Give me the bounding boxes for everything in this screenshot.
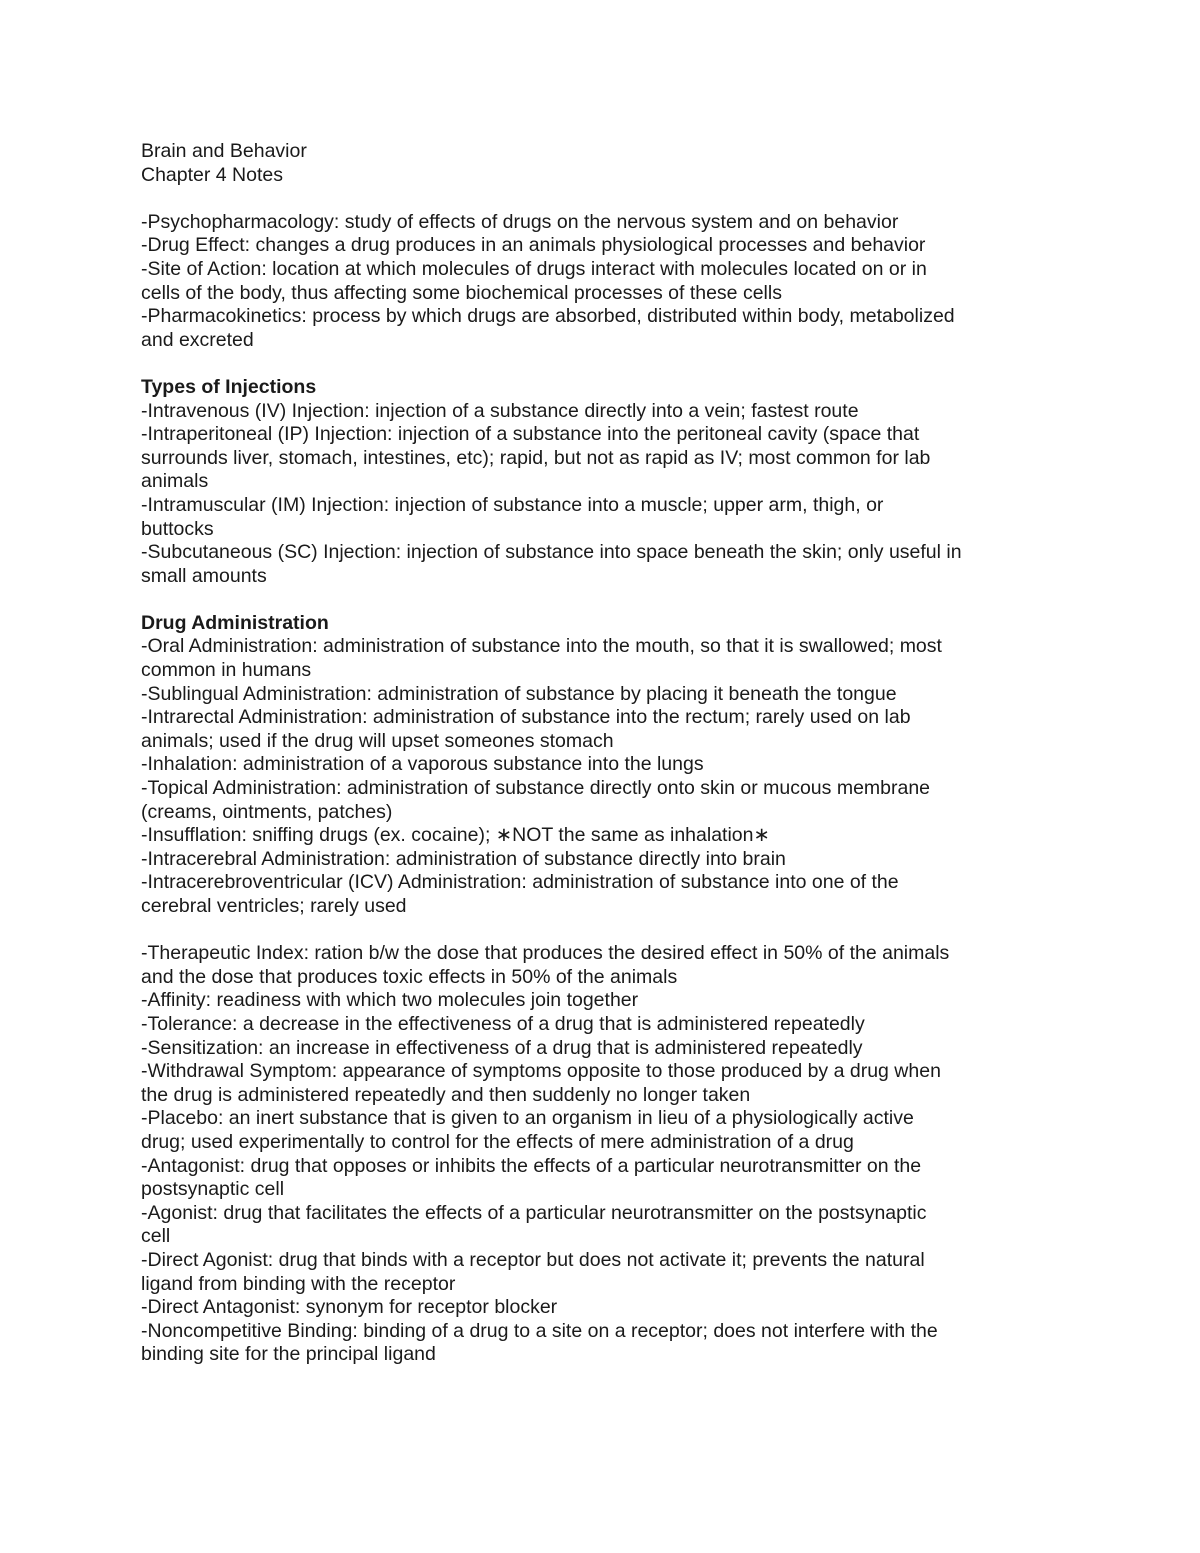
- spacer: [141, 588, 1066, 612]
- definition-line: and excreted: [141, 328, 254, 351]
- administration-section: [141, 612, 1066, 919]
- definition-entry: [141, 1107, 1066, 1154]
- term-definitions: [141, 942, 1066, 1367]
- definition-line: -Placebo: an inert substance that is given to an organism in lieu of a physiologically active: [141, 1107, 914, 1130]
- definition-entry: [141, 1202, 1066, 1249]
- definition-line: -Sublingual Administration: administration of substance by placing it beneath the tongue: [141, 682, 897, 705]
- section-heading-injections: Types of Injections: [141, 375, 317, 398]
- definition-entry: [141, 942, 1066, 989]
- definition-entry: [141, 777, 1066, 824]
- definition-entry: [141, 824, 1066, 848]
- definition-line: -Intracerebroventricular (ICV) Administration: administration of substance into one of the: [141, 871, 899, 894]
- definition-line: common in humans: [141, 659, 312, 682]
- definition-line: cells of the body, thus affecting some biochemical processes of these cells: [141, 281, 782, 304]
- definition-entry: [141, 989, 1066, 1013]
- definition-entry: [141, 753, 1066, 777]
- definition-entry: [141, 1320, 1066, 1367]
- definition-line: and the dose that produces toxic effects in 50% of the animals: [141, 965, 678, 988]
- definition-entry: [141, 635, 1066, 682]
- definition-entry: [141, 1013, 1066, 1037]
- definition-line: -Insufflation: sniffing drugs (ex. cocaine); ∗NOT the same as inhalation∗: [141, 824, 770, 847]
- definition-line: animals; used if the drug will upset someones stomach: [141, 729, 614, 752]
- definition-entry: [141, 305, 1066, 352]
- definition-line: -Site of Action: location at which molecules of drugs interact with molecules located on or in: [141, 257, 927, 280]
- definition-line: -Inhalation: administration of a vaporous substance into the lungs: [141, 753, 704, 776]
- definition-entry: [141, 1249, 1066, 1296]
- definition-line: the drug is administered repeatedly and then suddenly no longer taken: [141, 1083, 751, 1106]
- definition-line: -Intramuscular (IM) Injection: injection of substance into a muscle; upper arm, thigh, or: [141, 493, 884, 516]
- definition-line: buttocks: [141, 517, 214, 540]
- definition-entry: [141, 234, 1066, 258]
- definition-line: -Therapeutic Index: ration b/w the dose that produces the desired effect in 50% of the animals: [141, 942, 950, 965]
- definition-entry: [141, 1296, 1066, 1320]
- definition-entry: [141, 258, 1066, 305]
- injections-section: [141, 376, 1066, 588]
- definition-line: small amounts: [141, 564, 267, 587]
- definition-line: -Intracerebral Administration: administration of substance directly into brain: [141, 847, 786, 870]
- definition-line: -Psychopharmacology: study of effects of drugs on the nervous system and on behavior: [141, 210, 899, 233]
- injection-definitions: [141, 400, 1066, 589]
- definition-entry: [141, 541, 1066, 588]
- definition-entry: [141, 211, 1066, 235]
- definition-line: -Oral Administration: administration of substance into the mouth, so that it is swallowed; most: [141, 635, 942, 658]
- definition-entry: [141, 423, 1066, 494]
- definition-entry: [141, 494, 1066, 541]
- definition-line: drug; used experimentally to control for the effects of mere administration of a drug: [141, 1130, 854, 1153]
- definition-line: -Subcutaneous (SC) Injection: injection of substance into space beneath the skin; only useful in: [141, 541, 962, 564]
- definition-line: -Intrarectal Administration: administration of substance into the rectum; rarely used on lab: [141, 706, 911, 729]
- definition-line: (creams, ointments, patches): [141, 800, 393, 823]
- definition-line: cerebral ventricles; rarely used: [141, 895, 407, 917]
- definition-line: -Direct Antagonist: synonym for receptor blocker: [141, 1296, 558, 1319]
- spacer: [141, 352, 1066, 376]
- definition-line: animals: [141, 470, 209, 493]
- definition-entry: [141, 871, 1066, 918]
- definition-line: -Withdrawal Symptom: appearance of symptoms opposite to those produced by a drug when: [141, 1060, 941, 1083]
- definition-line: -Sensitization: an increase in effectiveness of a drug that is administered repeatedly: [141, 1036, 863, 1059]
- definition-entry: [141, 706, 1066, 753]
- definition-entry: [141, 1155, 1066, 1202]
- spacer: [141, 187, 1066, 211]
- chapter-title: Chapter 4 Notes: [141, 163, 283, 186]
- definition-line: -Pharmacokinetics: process by which drugs are absorbed, distributed within body, metabolized: [141, 305, 955, 328]
- definition-line: -Agonist: drug that facilitates the effects of a particular neurotransmitter on the postsynaptic: [141, 1201, 927, 1224]
- definition-line: -Intraperitoneal (IP) Injection: injection of a substance into the peritoneal cavity (space that: [141, 423, 920, 446]
- definition-entry: [141, 400, 1066, 424]
- definition-line: -Tolerance: a decrease in the effectiveness of a drug that is administered repeatedly: [141, 1012, 865, 1035]
- spacer: [141, 919, 1066, 943]
- definition-line: -Affinity: readiness with which two molecules join together: [141, 989, 639, 1012]
- definition-line: -Antagonist: drug that opposes or inhibits the effects of a particular neurotransmitter on the: [141, 1154, 922, 1177]
- definition-entry: [141, 1060, 1066, 1107]
- definition-line: ligand from binding with the receptor: [141, 1272, 456, 1295]
- definition-line: binding site for the principal ligand: [141, 1343, 436, 1366]
- definition-line: postsynaptic cell: [141, 1178, 285, 1201]
- section-heading-administration: Drug Administration: [141, 611, 329, 634]
- definition-line: -Topical Administration: administration of substance directly onto skin or mucous membrane: [141, 777, 931, 800]
- definition-line: -Intravenous (IV) Injection: injection of a substance directly into a vein; fastest route: [141, 399, 859, 422]
- definition-line: surrounds liver, stomach, intestines, etc); rapid, but not as rapid as IV; most common for lab: [141, 446, 931, 469]
- definition-line: -Noncompetitive Binding: binding of a drug to a site on a receptor; does not interfere with the: [141, 1319, 938, 1342]
- document-page: [141, 140, 1066, 1367]
- definition-line: -Drug Effect: changes a drug produces in an animals physiological processes and behavior: [141, 234, 926, 257]
- definition-line: -Direct Agonist: drug that binds with a receptor but does not activate it; prevents the natural: [141, 1248, 925, 1271]
- intro-definitions: [141, 211, 1066, 353]
- document-header: [141, 140, 1066, 187]
- definition-entry: [141, 1037, 1066, 1061]
- course-title: Brain and Behavior: [141, 140, 307, 162]
- administration-definitions: [141, 635, 1066, 918]
- definition-entry: [141, 683, 1066, 707]
- definition-line: cell: [141, 1225, 171, 1248]
- definition-entry: [141, 848, 1066, 872]
